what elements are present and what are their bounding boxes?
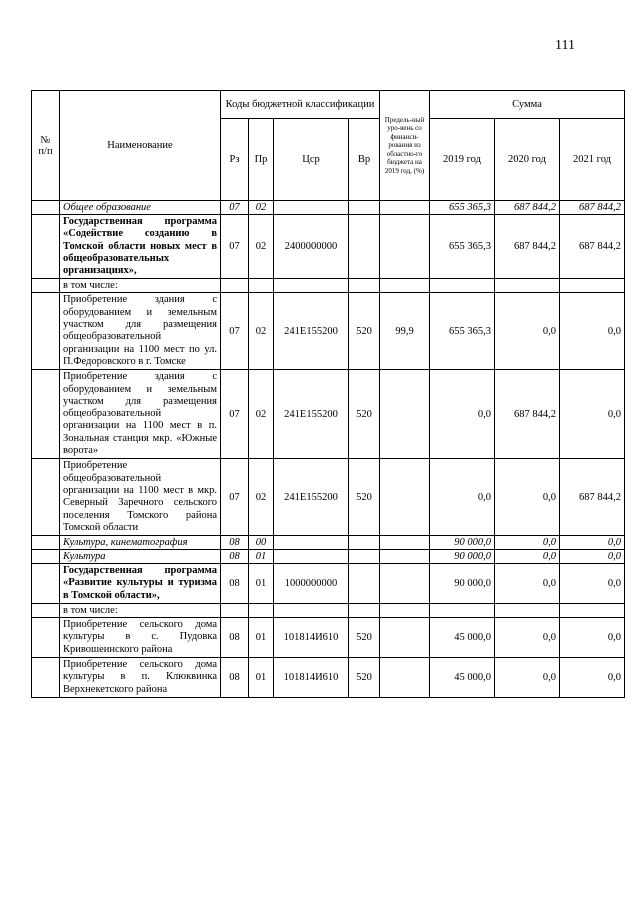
table-row	[32, 604, 625, 618]
header-limit: Предель-ный уро-вень со финанси-рования из областно-го бюджета на 2019 год, (%)	[380, 91, 430, 201]
cell-y2021: 0,0	[560, 536, 625, 550]
cell-y2019: 45 000,0	[430, 618, 495, 658]
cell-name: Культура	[60, 550, 221, 564]
cell-num	[32, 536, 60, 550]
cell-y2019: 0,0	[430, 370, 495, 459]
cell-y2020: 0,0	[495, 657, 560, 697]
cell-y2019: 90 000,0	[430, 564, 495, 604]
table-row	[32, 370, 625, 459]
cell-y2020: 687 844,2	[495, 370, 560, 459]
header-2021: 2021 год	[560, 119, 625, 201]
cell-y2020: 0,0	[495, 550, 560, 564]
cell-pr	[249, 279, 274, 293]
cell-limit	[380, 459, 430, 536]
table-row	[32, 550, 625, 564]
cell-pr: 01	[249, 550, 274, 564]
cell-limit	[380, 279, 430, 293]
cell-rz: 08	[221, 657, 249, 697]
cell-vr	[349, 536, 380, 550]
cell-csr: 101814И610	[274, 657, 349, 697]
cell-rz: 08	[221, 536, 249, 550]
cell-vr	[349, 604, 380, 618]
cell-num	[32, 657, 60, 697]
cell-limit	[380, 215, 430, 279]
cell-vr: 520	[349, 293, 380, 370]
table-row	[32, 459, 625, 536]
cell-num	[32, 459, 60, 536]
cell-rz: 07	[221, 215, 249, 279]
cell-y2019: 90 000,0	[430, 536, 495, 550]
cell-csr	[274, 201, 349, 215]
budget-table	[31, 90, 625, 698]
cell-vr	[349, 550, 380, 564]
cell-y2020: 0,0	[495, 536, 560, 550]
table-row	[32, 536, 625, 550]
cell-limit	[380, 370, 430, 459]
cell-name: Приобретение сельского дома культуры в с. Пудовка Кривошеинского района	[60, 618, 221, 658]
cell-y2019	[430, 604, 495, 618]
cell-num	[32, 201, 60, 215]
cell-y2021: 687 844,2	[560, 459, 625, 536]
table-row	[32, 293, 625, 370]
cell-y2021	[560, 604, 625, 618]
cell-vr	[349, 564, 380, 604]
header-csr: Цср	[274, 119, 349, 201]
cell-pr: 02	[249, 293, 274, 370]
cell-vr: 520	[349, 657, 380, 697]
table-row	[32, 201, 625, 215]
cell-name: в том числе:	[60, 604, 221, 618]
header-name: Наименование	[60, 91, 221, 201]
cell-name: Приобретение здания с оборудованием и земельным участком для размещения общеобразовательной организации на 1100 мест в п. Зональная станция мкр. «Южные ворота»	[60, 370, 221, 459]
cell-csr: 241Е155200	[274, 293, 349, 370]
cell-y2021: 0,0	[560, 564, 625, 604]
cell-y2020: 0,0	[495, 293, 560, 370]
cell-vr: 520	[349, 459, 380, 536]
cell-vr: 520	[349, 618, 380, 658]
cell-csr	[274, 536, 349, 550]
cell-y2019: 655 365,3	[430, 201, 495, 215]
cell-rz: 07	[221, 370, 249, 459]
cell-pr: 01	[249, 657, 274, 697]
cell-limit	[380, 604, 430, 618]
cell-rz: 08	[221, 550, 249, 564]
cell-num	[32, 550, 60, 564]
cell-name: Государственная программа «Развитие культуры и туризма в Томской области»,	[60, 564, 221, 604]
cell-y2021	[560, 279, 625, 293]
cell-y2019: 655 365,3	[430, 215, 495, 279]
cell-y2021: 687 844,2	[560, 201, 625, 215]
cell-csr	[274, 279, 349, 293]
table-row	[32, 279, 625, 293]
cell-pr: 02	[249, 201, 274, 215]
cell-rz	[221, 279, 249, 293]
cell-limit	[380, 550, 430, 564]
cell-csr	[274, 604, 349, 618]
cell-pr: 01	[249, 564, 274, 604]
cell-csr: 2400000000	[274, 215, 349, 279]
cell-rz: 07	[221, 201, 249, 215]
cell-vr	[349, 215, 380, 279]
cell-y2020: 687 844,2	[495, 215, 560, 279]
cell-name: Общее образование	[60, 201, 221, 215]
cell-name: Приобретение сельского дома культуры в п. Клюквинка Верхнекетского района	[60, 657, 221, 697]
cell-y2021: 0,0	[560, 293, 625, 370]
cell-pr: 02	[249, 459, 274, 536]
cell-pr: 02	[249, 370, 274, 459]
cell-csr: 241Е155200	[274, 459, 349, 536]
cell-num	[32, 279, 60, 293]
cell-y2019: 45 000,0	[430, 657, 495, 697]
cell-y2021: 0,0	[560, 657, 625, 697]
cell-y2020: 687 844,2	[495, 201, 560, 215]
cell-y2020	[495, 604, 560, 618]
cell-pr	[249, 604, 274, 618]
cell-rz: 07	[221, 293, 249, 370]
cell-num	[32, 604, 60, 618]
cell-csr: 1000000000	[274, 564, 349, 604]
table-row	[32, 215, 625, 279]
table-row	[32, 564, 625, 604]
header-sum: Сумма	[430, 91, 625, 119]
header-pr: Пр	[249, 119, 274, 201]
cell-y2019	[430, 279, 495, 293]
cell-limit	[380, 536, 430, 550]
cell-y2020: 0,0	[495, 564, 560, 604]
cell-y2021: 0,0	[560, 370, 625, 459]
cell-vr	[349, 201, 380, 215]
cell-y2021: 687 844,2	[560, 215, 625, 279]
cell-pr: 00	[249, 536, 274, 550]
cell-limit	[380, 618, 430, 658]
cell-pr: 01	[249, 618, 274, 658]
cell-name: Культура, кинематография	[60, 536, 221, 550]
header-vr: Вр	[349, 119, 380, 201]
cell-num	[32, 370, 60, 459]
cell-num	[32, 618, 60, 658]
cell-csr: 241Е155200	[274, 370, 349, 459]
cell-rz: 07	[221, 459, 249, 536]
cell-y2019: 90 000,0	[430, 550, 495, 564]
cell-num	[32, 293, 60, 370]
cell-limit	[380, 201, 430, 215]
cell-limit	[380, 657, 430, 697]
header-num: № п/п	[32, 91, 60, 201]
cell-name: Государственная программа «Содействие созданию в Томской области новых мест в общеобразовательных организациях»,	[60, 215, 221, 279]
cell-y2020	[495, 279, 560, 293]
table-row	[32, 618, 625, 658]
cell-limit	[380, 564, 430, 604]
cell-pr: 02	[249, 215, 274, 279]
cell-vr	[349, 279, 380, 293]
cell-csr	[274, 550, 349, 564]
cell-y2019: 0,0	[430, 459, 495, 536]
header-codes: Коды бюджетной классификации	[221, 91, 380, 119]
cell-name: Приобретение здания с оборудованием и земельным участком для размещения общеобразовательной организации на 1100 мест по ул. П.Федоровского в г. Томске	[60, 293, 221, 370]
cell-y2020: 0,0	[495, 459, 560, 536]
cell-csr: 101814И610	[274, 618, 349, 658]
cell-name: в том числе:	[60, 279, 221, 293]
cell-y2020: 0,0	[495, 618, 560, 658]
cell-rz	[221, 604, 249, 618]
cell-num	[32, 564, 60, 604]
cell-rz: 08	[221, 618, 249, 658]
cell-num	[32, 215, 60, 279]
cell-name: Приобретение общеобразовательной организации на 1100 мест в мкр. Северный Заречного сельского поселения Томского района Томской области	[60, 459, 221, 536]
header-2019: 2019 год	[430, 119, 495, 201]
cell-vr: 520	[349, 370, 380, 459]
cell-y2021: 0,0	[560, 550, 625, 564]
header-rz: Рз	[221, 119, 249, 201]
cell-y2019: 655 365,3	[430, 293, 495, 370]
cell-rz: 08	[221, 564, 249, 604]
cell-limit: 99,9	[380, 293, 430, 370]
page-number: 111	[555, 38, 575, 53]
table-row	[32, 657, 625, 697]
header-2020: 2020 год	[495, 119, 560, 201]
cell-y2021: 0,0	[560, 618, 625, 658]
